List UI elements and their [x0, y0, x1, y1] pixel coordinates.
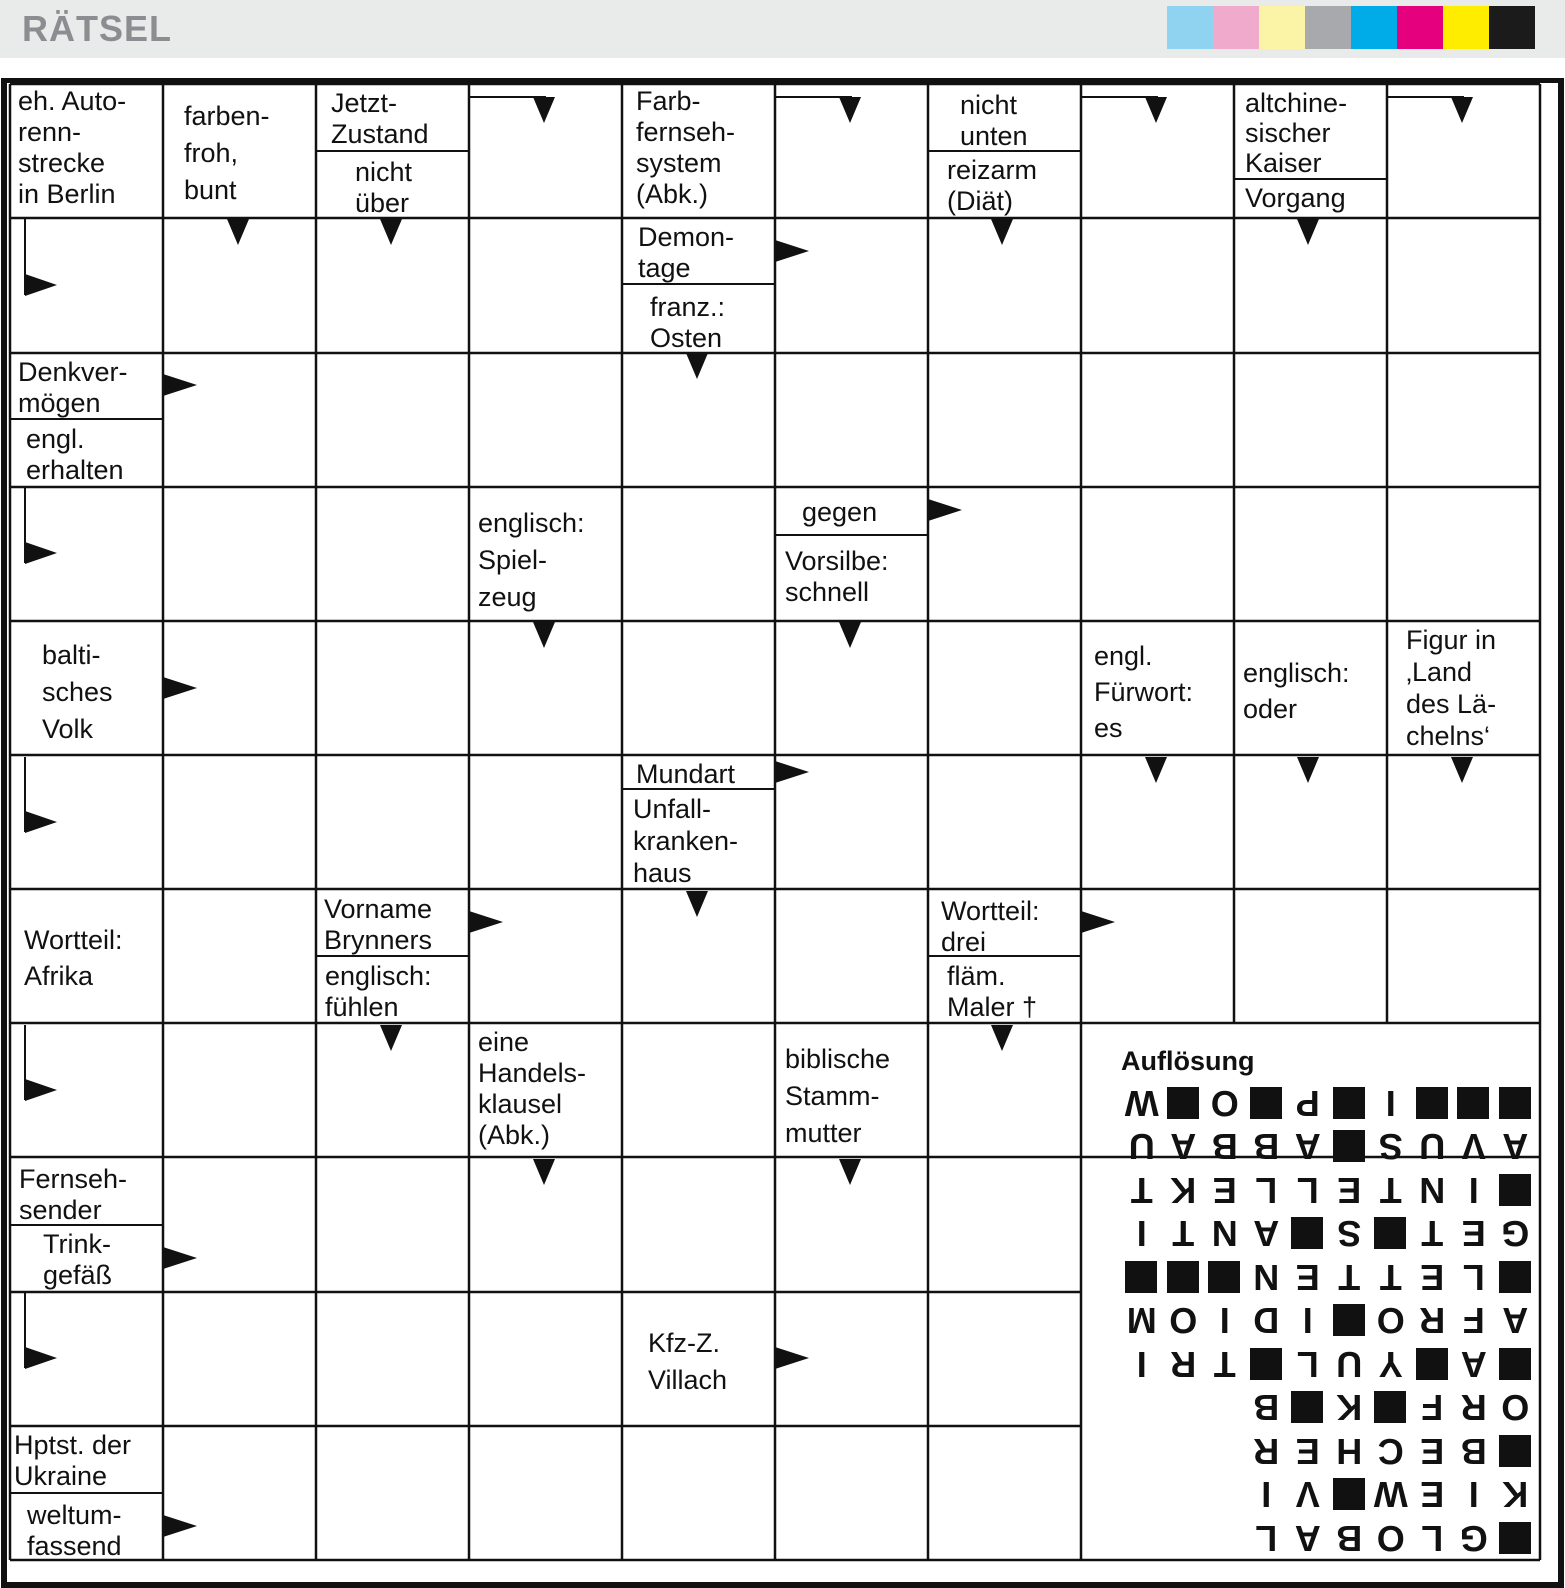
- solution-letter: Y: [1378, 1344, 1403, 1385]
- solution-letter: A: [1502, 1300, 1529, 1342]
- solution-letter: U: [1419, 1126, 1446, 1168]
- black-square-icon: [1499, 1435, 1531, 1467]
- black-square-icon: [1292, 1218, 1324, 1250]
- solution-title: Auflösung: [1121, 1046, 1255, 1076]
- solution-letter: N: [1419, 1170, 1446, 1211]
- arrow-right-icon: [25, 1347, 57, 1369]
- solution-letter: W: [1124, 1083, 1159, 1124]
- solution-black-square: [1121, 1255, 1163, 1299]
- solution-row: [1121, 1125, 1536, 1169]
- solution-letter: T: [1130, 1170, 1153, 1211]
- solution-letter: D: [1253, 1300, 1280, 1342]
- solution-letter: E: [1295, 1257, 1320, 1298]
- black-square-icon: [1333, 1131, 1365, 1163]
- solution-letter: I: [1302, 1300, 1313, 1342]
- clue-text: Fernseh- sender: [19, 1164, 128, 1225]
- clue-text: Vorsilbe: schnell: [785, 546, 889, 607]
- arrow-right-icon: [163, 374, 197, 396]
- solution-letter: A: [1294, 1518, 1321, 1559]
- arrow-right-icon: [163, 1247, 197, 1269]
- solution-letter: B: [1211, 1126, 1238, 1168]
- arrow-down-icon: [686, 353, 708, 379]
- solution-letter: A: [1502, 1126, 1529, 1168]
- black-square-icon: [1250, 1348, 1282, 1380]
- solution-letter: L: [1421, 1518, 1444, 1559]
- arrow-down-icon: [533, 97, 555, 123]
- solution-letter: E: [1420, 1431, 1445, 1472]
- clue-text: weltum- fassend: [27, 1500, 122, 1561]
- black-square-icon: [1499, 1174, 1531, 1206]
- arrow-down-icon: [533, 622, 555, 648]
- clue-text: franz.: Osten: [650, 292, 726, 353]
- color-swatch: [1213, 6, 1259, 49]
- solution-row: [1121, 1429, 1536, 1473]
- solution-letter: I: [1468, 1170, 1479, 1211]
- arrow-right-icon: [775, 761, 809, 783]
- solution-letter: L: [1296, 1170, 1319, 1211]
- header-bar: [0, 0, 1565, 58]
- arrow-down-icon: [839, 622, 861, 648]
- solution-black-square: [1329, 1081, 1371, 1125]
- clue-text: englisch: fühlen: [325, 961, 432, 1022]
- solution-row: [1121, 1386, 1536, 1430]
- clue-text: Mundart: [636, 759, 736, 789]
- clue-text: Farb- fernseh- system (Abk.): [636, 86, 736, 209]
- black-square-icon: [1416, 1087, 1448, 1119]
- arrow-right-icon: [25, 1079, 57, 1101]
- solution-letter: R: [1253, 1431, 1280, 1472]
- arrow-right-icon: [928, 499, 962, 521]
- solution-letter: E: [1461, 1213, 1486, 1255]
- solution-black-square: [1370, 1212, 1412, 1256]
- clue-text: fläm. Maler †: [947, 961, 1038, 1022]
- solution-letter: K: [1170, 1170, 1197, 1211]
- solution-black-square: [1453, 1081, 1495, 1125]
- arrow-right-icon: [469, 911, 503, 933]
- solution-black-square: [1495, 1342, 1537, 1386]
- black-square-icon: [1167, 1087, 1199, 1119]
- arrow-down-icon: [686, 891, 708, 917]
- solution-letter: A: [1253, 1213, 1280, 1255]
- clue-text: engl. Fürwort: es: [1094, 641, 1194, 743]
- solution-black-square: [1204, 1255, 1246, 1299]
- solution-letter: E: [1337, 1170, 1362, 1211]
- arrow-down-icon: [1451, 757, 1473, 783]
- solution-letter: T: [1172, 1213, 1195, 1255]
- black-square-icon: [1458, 1087, 1490, 1119]
- arrow-down-icon: [1145, 97, 1167, 123]
- clue-text: engl. erhalten: [26, 424, 124, 485]
- color-swatch: [1397, 6, 1443, 49]
- clue-text: eh. Auto- renn- strecke in Berlin: [18, 86, 127, 209]
- solution-letter: O: [1376, 1300, 1405, 1342]
- clue-text: Wortteil: drei: [941, 896, 1040, 957]
- solution-black-square: [1329, 1299, 1371, 1343]
- solution-letter: B: [1253, 1387, 1280, 1429]
- clue-text: Vorgang: [1245, 183, 1346, 213]
- solution-letter: E: [1420, 1474, 1445, 1516]
- black-square-icon: [1499, 1261, 1531, 1293]
- solution-letter: H: [1336, 1431, 1363, 1472]
- solution-black-square: [1495, 1081, 1537, 1125]
- solution-letter: V: [1295, 1474, 1320, 1516]
- color-swatch: [1167, 6, 1213, 49]
- solution-row: [1121, 1342, 1536, 1386]
- clue-text: nicht unten: [960, 90, 1028, 151]
- clue-text: biblische Stamm- mutter: [785, 1044, 891, 1148]
- clue-text: gegen: [802, 497, 878, 527]
- solution-letter: W: [1373, 1474, 1408, 1516]
- solution-letter: L: [1296, 1344, 1319, 1385]
- solution-black-square: [1412, 1342, 1454, 1386]
- arrow-down-icon: [533, 1159, 555, 1185]
- arrow-right-icon: [25, 274, 57, 296]
- arrow-down-icon: [1145, 757, 1167, 783]
- solution-letter: T: [1379, 1257, 1402, 1298]
- solution-letter: L: [1462, 1257, 1485, 1298]
- solution-letter: N: [1253, 1257, 1280, 1298]
- clue-text: Unfall- kranken- haus: [633, 794, 739, 888]
- solution-black-square: [1163, 1081, 1205, 1125]
- solution-letter: I: [1136, 1344, 1147, 1385]
- clue-text: Kfz-Z. Villach: [648, 1328, 728, 1395]
- solution-row: [1121, 1516, 1536, 1560]
- solution-black-square: [1163, 1255, 1205, 1299]
- clue-text: Denkver- mögen: [18, 357, 128, 418]
- color-swatch: [1305, 6, 1351, 49]
- solution-letter: O: [1501, 1387, 1530, 1429]
- solution-letter: N: [1211, 1213, 1238, 1255]
- arrow-right-icon: [775, 1347, 809, 1369]
- black-square-icon: [1333, 1305, 1365, 1337]
- solution-letter: B: [1253, 1126, 1280, 1168]
- solution-black-square: [1329, 1473, 1371, 1517]
- color-swatch: [1351, 6, 1397, 49]
- black-square-icon: [1167, 1261, 1199, 1293]
- black-square-icon: [1126, 1261, 1158, 1293]
- solution-black-square: [1495, 1516, 1537, 1560]
- arrow-down-icon: [227, 219, 249, 245]
- solution-letter: E: [1420, 1257, 1445, 1298]
- solution-letter: B: [1336, 1518, 1363, 1559]
- solution-letter: O: [1210, 1083, 1239, 1124]
- solution-black-square: [1246, 1081, 1288, 1125]
- clue-text: altchine- sischer Kaiser: [1245, 88, 1348, 178]
- arrow-right-icon: [1081, 911, 1115, 933]
- black-square-icon: [1250, 1087, 1282, 1119]
- solution-letter: P: [1295, 1083, 1320, 1124]
- black-square-icon: [1333, 1479, 1365, 1511]
- solution-letter: I: [1136, 1213, 1147, 1255]
- black-square-icon: [1292, 1392, 1324, 1424]
- color-swatch: [1259, 6, 1305, 49]
- solution-grid: [1121, 1080, 1536, 1560]
- solution-letter: C: [1377, 1431, 1404, 1472]
- clue-text: Hptst. der Ukraine: [14, 1430, 132, 1491]
- arrow-down-icon: [991, 1025, 1013, 1051]
- solution-letter: T: [1379, 1170, 1402, 1211]
- solution-letter: K: [1336, 1387, 1363, 1429]
- solution-letter: U: [1128, 1126, 1155, 1168]
- clue-text: balti- sches Volk: [42, 640, 113, 744]
- solution-letter: A: [1170, 1126, 1197, 1168]
- solution-letter: V: [1461, 1126, 1486, 1168]
- solution-black-square: [1287, 1386, 1329, 1430]
- arrow-down-icon: [380, 1025, 402, 1051]
- black-square-icon: [1499, 1348, 1531, 1380]
- clue-text: farben- froh, bunt: [184, 101, 270, 205]
- solution-row: [1121, 1299, 1536, 1343]
- solution-black-square: [1246, 1342, 1288, 1386]
- page-title: RÄTSEL: [22, 8, 172, 49]
- arrow-right-icon: [163, 677, 197, 699]
- black-square-icon: [1416, 1348, 1448, 1380]
- solution-letter: T: [1421, 1213, 1444, 1255]
- solution-black-square: [1329, 1125, 1371, 1169]
- black-square-icon: [1499, 1087, 1531, 1119]
- black-square-icon: [1375, 1218, 1407, 1250]
- arrow-down-icon: [1297, 757, 1319, 783]
- solution-letter: B: [1460, 1431, 1487, 1472]
- clue-text: Figur in ‚Land des Lä- chelns‘: [1406, 625, 1497, 751]
- clue-text: Wortteil: Afrika: [24, 925, 123, 991]
- solution-letter: F: [1421, 1387, 1444, 1429]
- solution-row: [1121, 1255, 1536, 1299]
- solution-letter: E: [1212, 1170, 1237, 1211]
- solution-letter: O: [1169, 1300, 1198, 1342]
- solution-row: [1121, 1212, 1536, 1256]
- arrow-down-icon: [839, 97, 861, 123]
- solution-letter: O: [1376, 1518, 1405, 1559]
- solution-letter: L: [1255, 1518, 1278, 1559]
- solution-row: [1121, 1081, 1536, 1125]
- solution-letter: A: [1460, 1344, 1487, 1385]
- arrow-down-icon: [1451, 97, 1473, 123]
- clue-text: englisch: oder: [1243, 658, 1350, 724]
- solution-letter: T: [1213, 1344, 1236, 1385]
- color-swatch: [1489, 6, 1535, 49]
- clue-text: Demon- tage: [638, 222, 735, 283]
- solution-letter: I: [1385, 1083, 1396, 1124]
- solution-letter: M: [1126, 1300, 1157, 1342]
- solution-letter: R: [1460, 1387, 1487, 1429]
- solution-letter: R: [1419, 1300, 1446, 1342]
- clue-text: Trink- gefäß: [43, 1229, 113, 1290]
- solution-black-square: [1370, 1386, 1412, 1430]
- solution-black-square: [1495, 1429, 1537, 1473]
- solution-letter: G: [1501, 1213, 1530, 1255]
- solution-letter: E: [1295, 1431, 1320, 1472]
- clue-text: eine Handels- klausel (Abk.): [478, 1027, 587, 1150]
- clue-text: Jetzt- Zustand: [331, 88, 429, 149]
- arrow-right-icon: [775, 240, 809, 262]
- solution-letter: G: [1459, 1518, 1488, 1559]
- black-square-icon: [1499, 1522, 1531, 1554]
- solution-letter: I: [1219, 1300, 1230, 1342]
- solution-black-square: [1412, 1081, 1454, 1125]
- solution-letter: R: [1170, 1344, 1197, 1385]
- solution-letter: S: [1337, 1213, 1362, 1255]
- clue-text: reizarm (Diät): [947, 155, 1038, 216]
- arrow-down-icon: [380, 219, 402, 245]
- solution-black-square: [1287, 1212, 1329, 1256]
- clue-text: nicht über: [355, 157, 413, 218]
- solution-letter: I: [1261, 1474, 1272, 1516]
- black-square-icon: [1209, 1261, 1241, 1293]
- solution-letter: A: [1294, 1126, 1321, 1168]
- arrow-down-icon: [991, 219, 1013, 245]
- solution-letter: I: [1468, 1474, 1479, 1516]
- solution-row: [1121, 1473, 1536, 1517]
- clue-text: englisch: Spiel- zeug: [478, 508, 585, 612]
- arrow-right-icon: [25, 542, 57, 564]
- solution-letter: T: [1338, 1257, 1361, 1298]
- black-square-icon: [1333, 1087, 1365, 1119]
- arrow-down-icon: [839, 1159, 861, 1185]
- solution-black-square: [1495, 1255, 1537, 1299]
- solution-letter: S: [1378, 1126, 1403, 1168]
- solution-row: [1121, 1168, 1536, 1212]
- arrow-down-icon: [1297, 219, 1319, 245]
- solution-black-square: [1495, 1168, 1537, 1212]
- clue-text: Vorname Brynners: [324, 894, 433, 955]
- solution-letter: F: [1462, 1300, 1485, 1342]
- solution-letter: L: [1255, 1170, 1278, 1211]
- arrow-right-icon: [163, 1515, 197, 1537]
- color-swatch: [1443, 6, 1489, 49]
- solution-letter: U: [1336, 1344, 1363, 1385]
- arrow-right-icon: [25, 811, 57, 833]
- black-square-icon: [1375, 1392, 1407, 1424]
- solution-letter: K: [1502, 1474, 1529, 1516]
